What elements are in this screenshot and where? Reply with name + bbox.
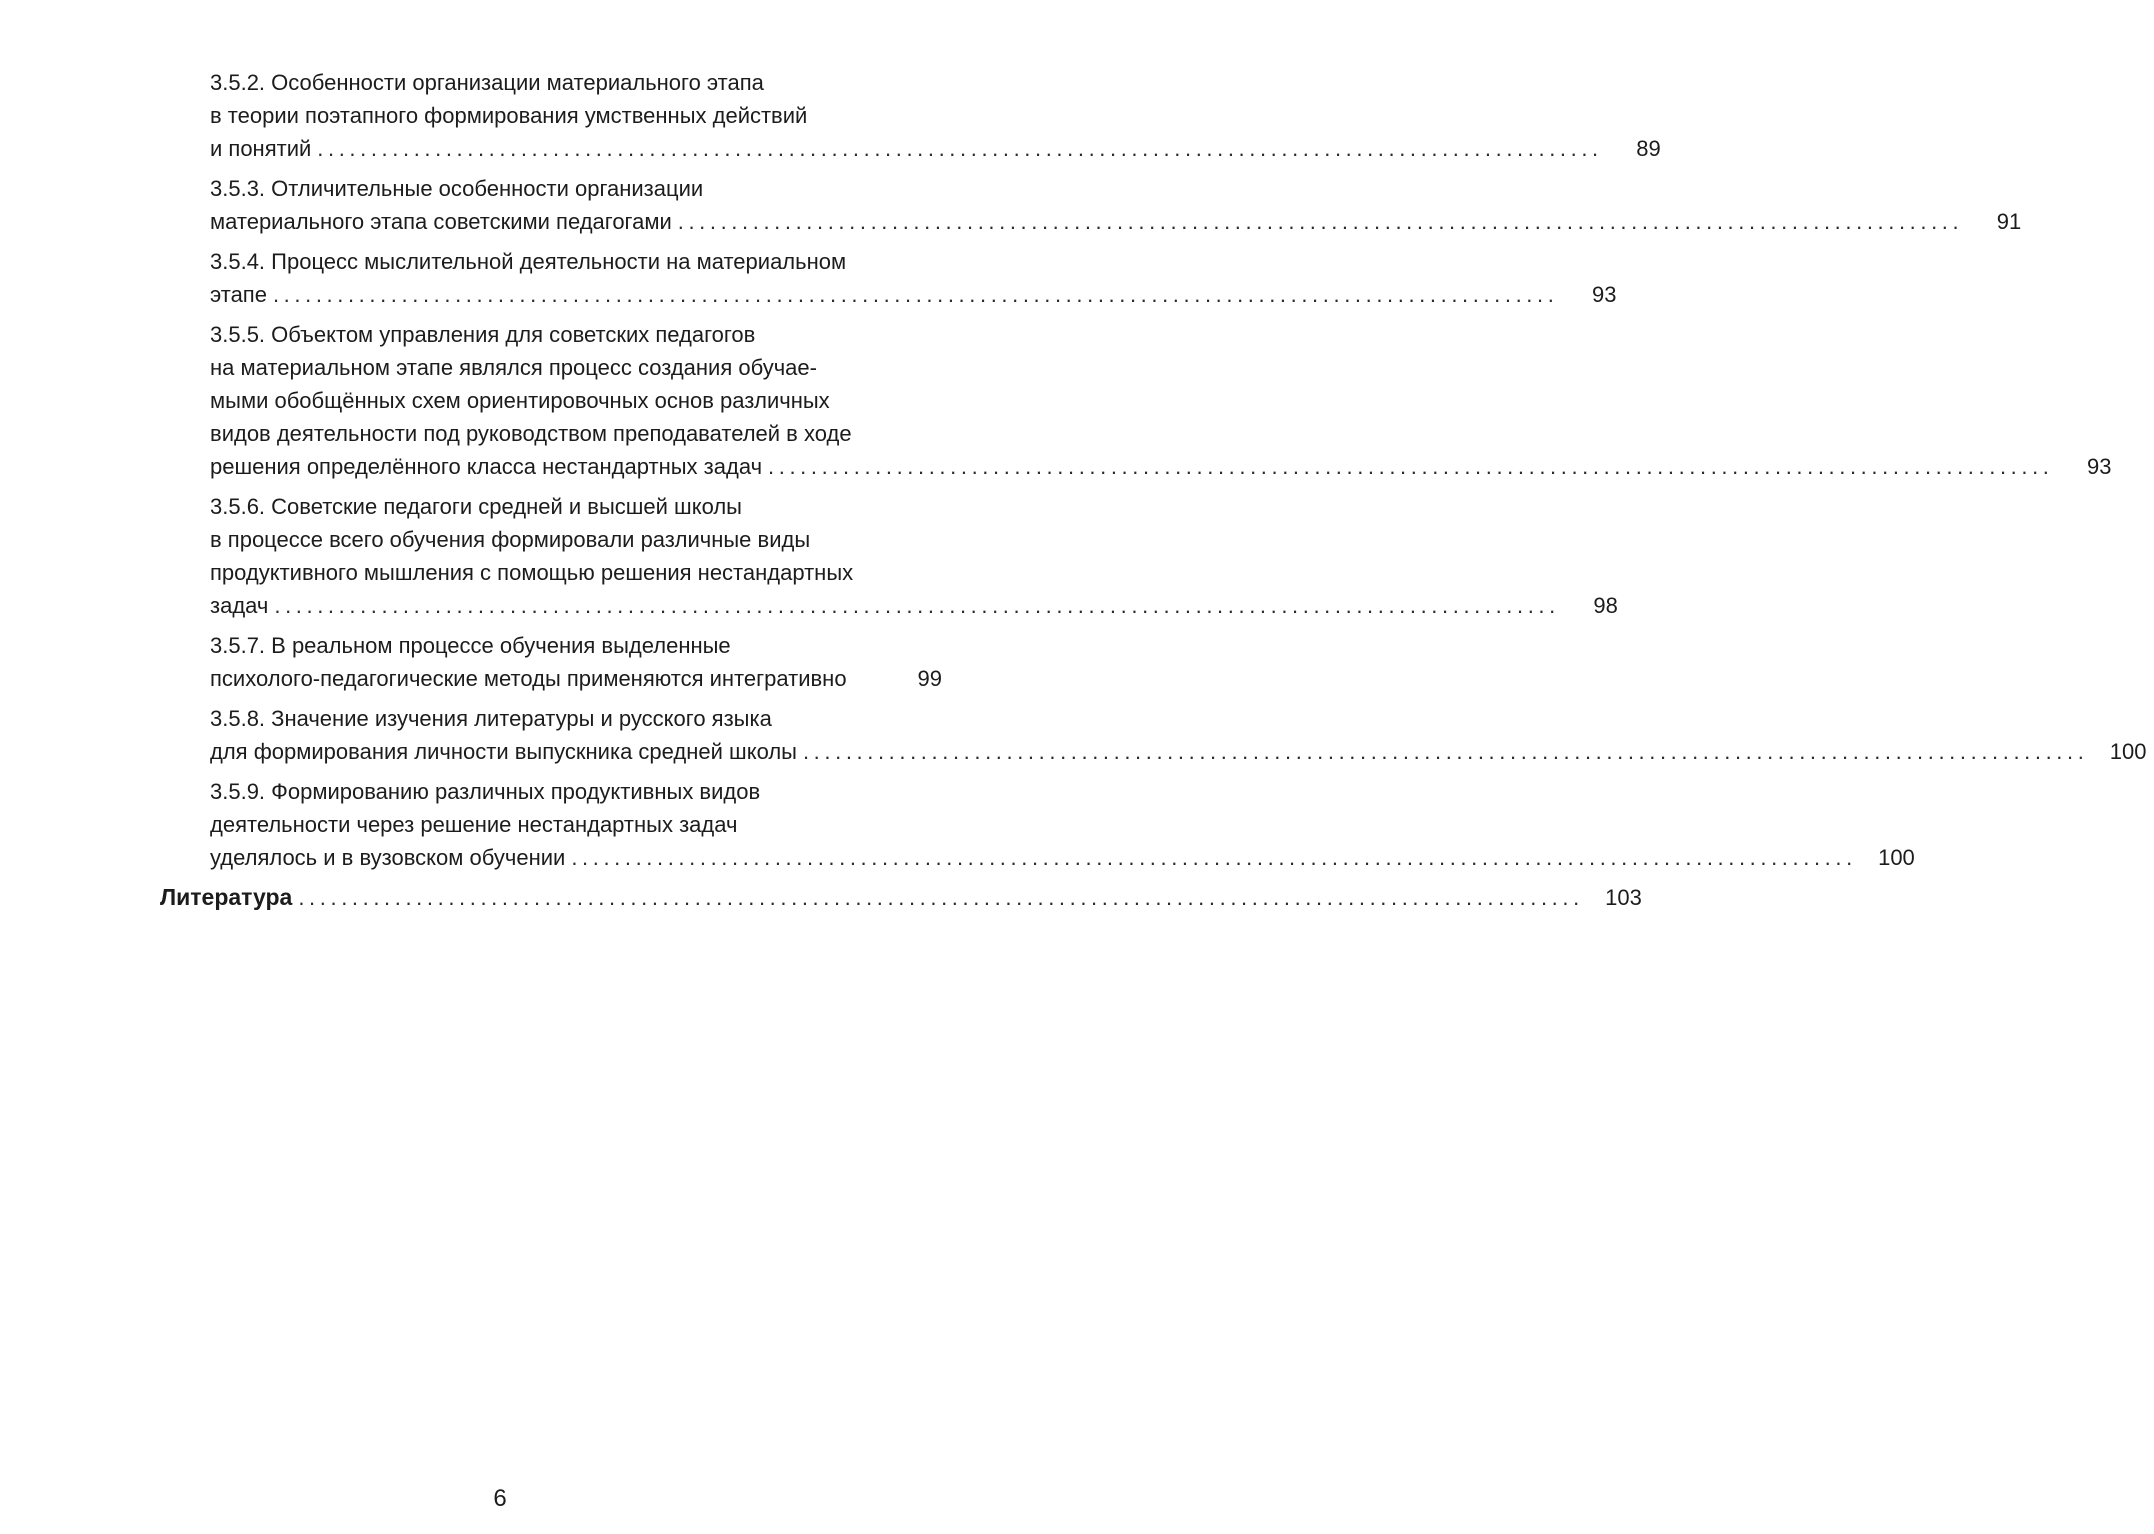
- toc-entry-3-5-4: [160, 245, 1617, 311]
- dot-leader: ........................................................................................................................: [317, 136, 1603, 161]
- toc-entry-text: материального этапа советскими педагогами: [210, 209, 672, 234]
- toc-entry-3-5-9: [160, 775, 1915, 874]
- toc-entry-last-line: [210, 841, 1915, 874]
- toc-entry-line: 3.5.5. Объектом управления для советских педагогов: [210, 322, 756, 347]
- dot-leader: ........................................................................................................................: [274, 593, 1560, 618]
- toc-entry-last-line: [160, 881, 1642, 914]
- toc-entry-text: задач: [210, 593, 269, 618]
- dot-leader: ........................................................................................................................: [298, 885, 1584, 910]
- toc-entry-line: видов деятельности под руководством преподавателей в ходе: [210, 421, 852, 446]
- toc-entry-line: 3.5.6. Советские педагоги средней и высшей школы: [210, 494, 742, 519]
- toc-entry-3-5-7: [160, 629, 950, 695]
- toc-page-number: 103: [1605, 885, 1642, 910]
- toc-entry-line: 3.5.3. Отличительные особенности организации: [210, 176, 704, 201]
- dot-leader: ........................................................................................................................: [768, 454, 2054, 479]
- toc-page-number: 93: [2087, 454, 2112, 479]
- toc-entry-line: на материальном этапе являлся процесс создания обучае-: [210, 355, 817, 380]
- toc-page-number: 99: [917, 666, 942, 691]
- toc-entry-text: психолого-педагогические методы применяются интегративно: [210, 666, 847, 691]
- toc-entry-last-line: [210, 589, 1618, 622]
- toc-entry-3-5-2: [160, 66, 1661, 165]
- toc-entry-line: 3.5.9. Формированию различных продуктивных видов: [210, 779, 761, 804]
- dot-leader: ........................................................................................................................: [571, 845, 1857, 870]
- toc-page-number: 89: [1636, 136, 1661, 161]
- toc-entry-line: мыми обобщённых схем ориентировочных основ различных: [210, 388, 830, 413]
- toc-page-number: 98: [1593, 593, 1618, 618]
- toc-entry-line: 3.5.2. Особенности организации материального этапа: [210, 70, 764, 95]
- toc-entry-3-5-6: [160, 490, 1618, 622]
- toc-entry-text: для формирования личности выпускника средней школы: [210, 739, 797, 764]
- toc-entry-last-line: [210, 205, 2022, 238]
- toc-entry-line: 3.5.8. Значение изучения литературы и русского языка: [210, 706, 772, 731]
- toc-entry-last-line: [210, 662, 950, 695]
- dot-leader: ........................................................................................................................: [677, 209, 1964, 234]
- toc-page-number: 100: [2109, 739, 2147, 764]
- toc-entry-last-line: [210, 735, 2147, 768]
- table-of-contents: [160, 66, 2147, 914]
- toc-entry-text: этапе: [210, 282, 267, 307]
- toc-entry-text: Литература: [160, 884, 293, 910]
- toc-entry-line: в процессе всего обучения формировали различные виды: [210, 527, 811, 552]
- toc-entry-3-5-3: [160, 172, 2022, 238]
- toc-entry-line: продуктивного мышления с помощью решения нестандартных: [210, 560, 854, 585]
- toc-entry-line: 3.5.4. Процесс мыслительной деятельности на материальном: [210, 249, 847, 274]
- toc-entry-last-line: [210, 278, 1617, 311]
- toc-page-number: 93: [1591, 282, 1617, 307]
- toc-entry-literature: [160, 881, 1642, 914]
- toc-entry-last-line: [210, 450, 2112, 483]
- dot-leader: ........................................................................................................................: [272, 282, 1559, 307]
- toc-entry-line: 3.5.7. В реальном процессе обучения выделенные: [210, 633, 731, 658]
- toc-entry-3-5-5: [160, 318, 2112, 483]
- toc-entry-text: и понятий: [210, 136, 312, 161]
- toc-entry-line: деятельности через решение нестандартных задач: [210, 812, 738, 837]
- toc-entry-3-5-8: [160, 702, 2147, 768]
- dot-leader: ........................................................................................................................: [802, 739, 2089, 764]
- toc-page-number: 100: [1878, 845, 1915, 870]
- toc-entry-text: уделялось и в вузовском обучении: [210, 845, 566, 870]
- toc-page-number: 91: [1996, 209, 2022, 234]
- page-number: 6: [493, 1485, 507, 1512]
- toc-entry-line: в теории поэтапного формирования умственных действий: [210, 103, 808, 128]
- toc-entry-last-line: [210, 132, 1661, 165]
- toc-entry-text: решения определённого класса нестандартных задач: [210, 454, 763, 479]
